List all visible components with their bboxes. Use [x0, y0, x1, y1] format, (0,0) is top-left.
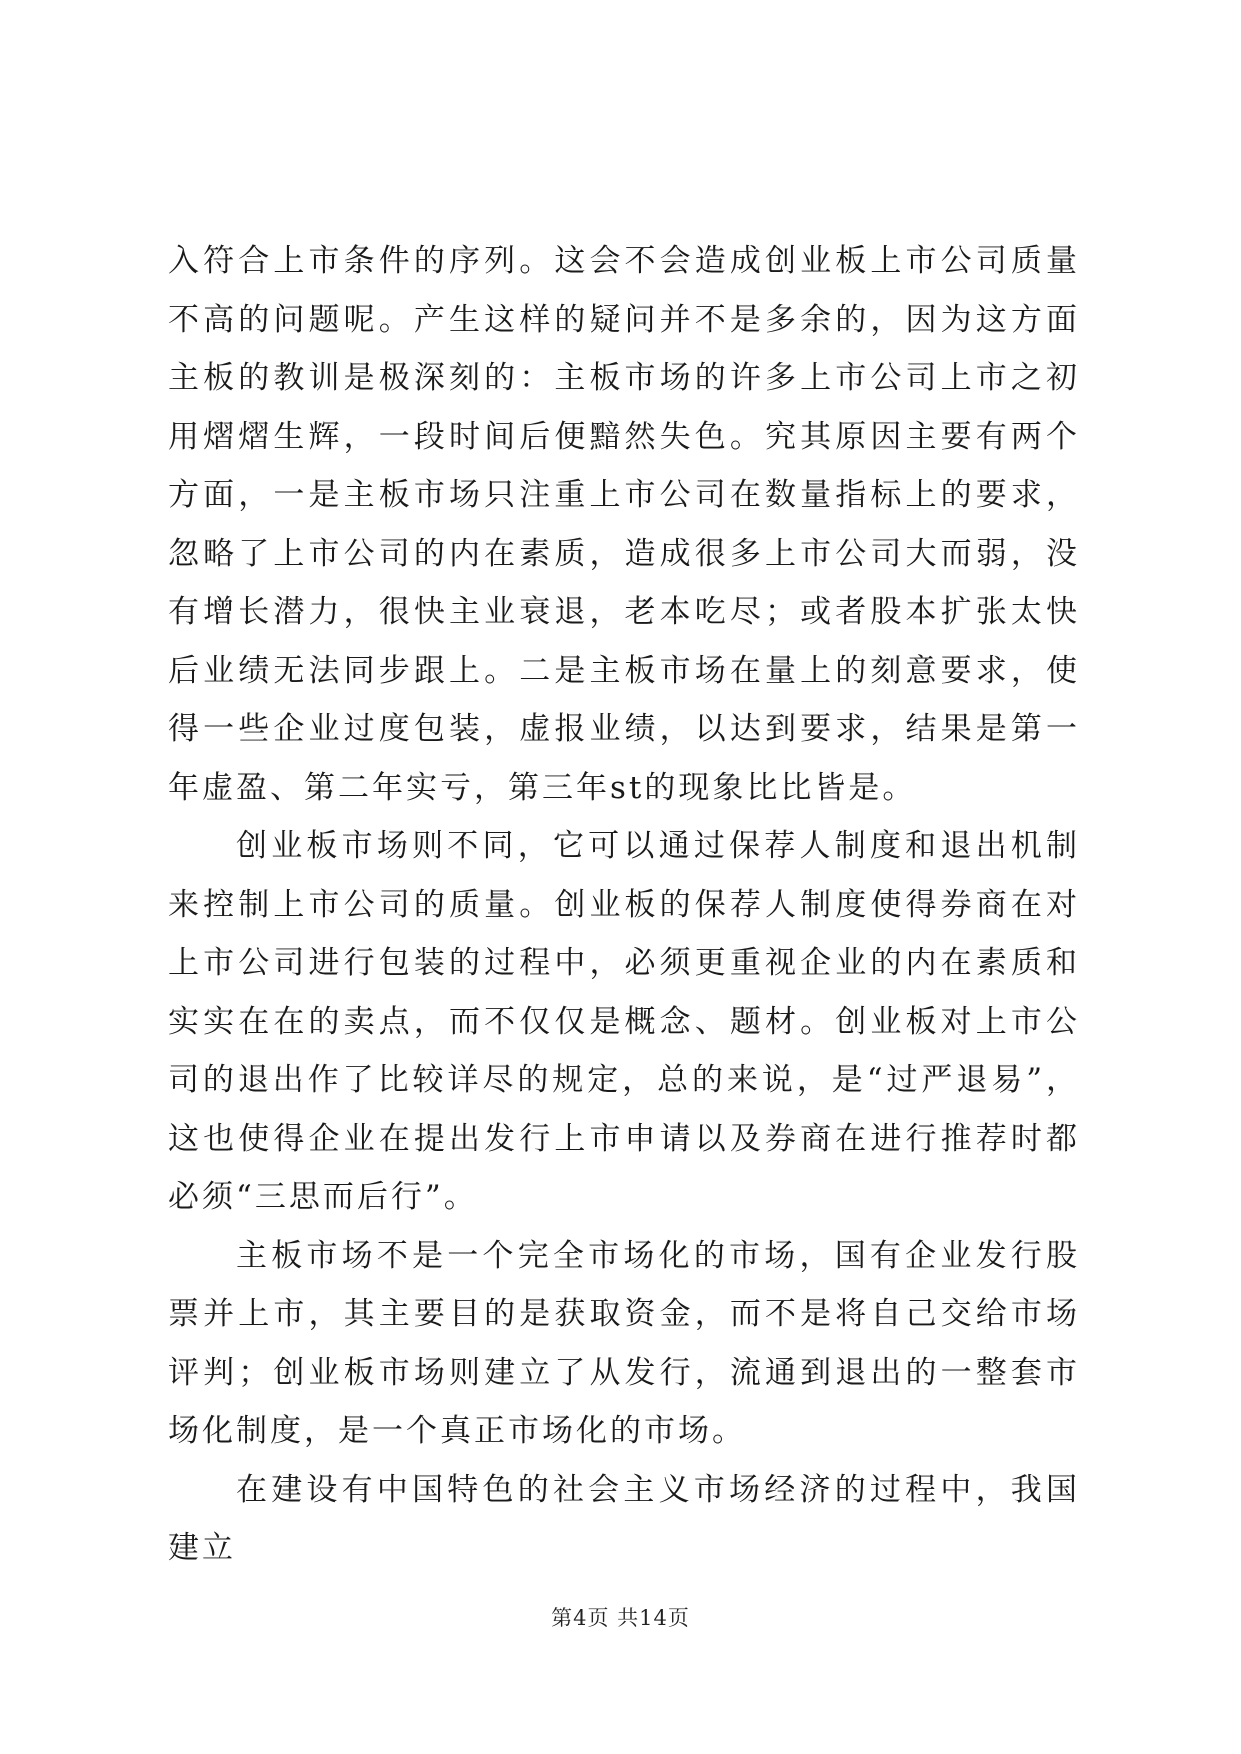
document-body	[168, 232, 1080, 1578]
paragraph-2: 创业板市场则不同，它可以通过保荐人制度和退出机制来控制上市公司的质量。创业板的保荐人制度使得券商在对上市公司进行包装的过程中，必须更重视企业的内在素质和实实在在的卖点，而不仅仅是概念、题材。创业板对上市公司的退出作了比较详尽的规定，总的来说，是“过严退易”，这也使得企业在提出发行上市申请以及券商在进行推荐时都必须“三思而后行”。	[168, 828, 1080, 1215]
paragraph-4: 在建设有中国特色的社会主义市场经济的过程中，我国建立	[168, 1471, 1080, 1566]
paragraph-3: 主板市场不是一个完全市场化的市场，国有企业发行股票并上市，其主要目的是获取资金，而不是将自己交给市场评判；创业板市场则建立了从发行，流通到退出的一整套市场化制度，是一个真正市场化的市场。	[168, 1237, 1080, 1449]
paragraph-1: 入符合上市条件的序列。这会不会造成创业板上市公司质量不高的问题呢。产生这样的疑问并不是多余的，因为这方面主板的教训是极深刻的：主板市场的许多上市公司上市之初用熠熠生辉，一段时间后便黯然失色。究其原因主要有两个方面，一是主板市场只注重上市公司在数量指标上的要求，忽略了上市公司的内在素质，造成很多上市公司大而弱，没有增长潜力，很快主业衰退，老本吃尽；或者股本扩张太快后业绩无法同步跟上。二是主板市场在量上的刻意要求，使得一些企业过度包装，虚报业绩，以达到要求，结果是第一年虚盈、第二年实亏，第三年st的现象比比皆是。	[168, 243, 1080, 806]
page-number-footer: 第4页 共14页	[551, 1606, 690, 1630]
